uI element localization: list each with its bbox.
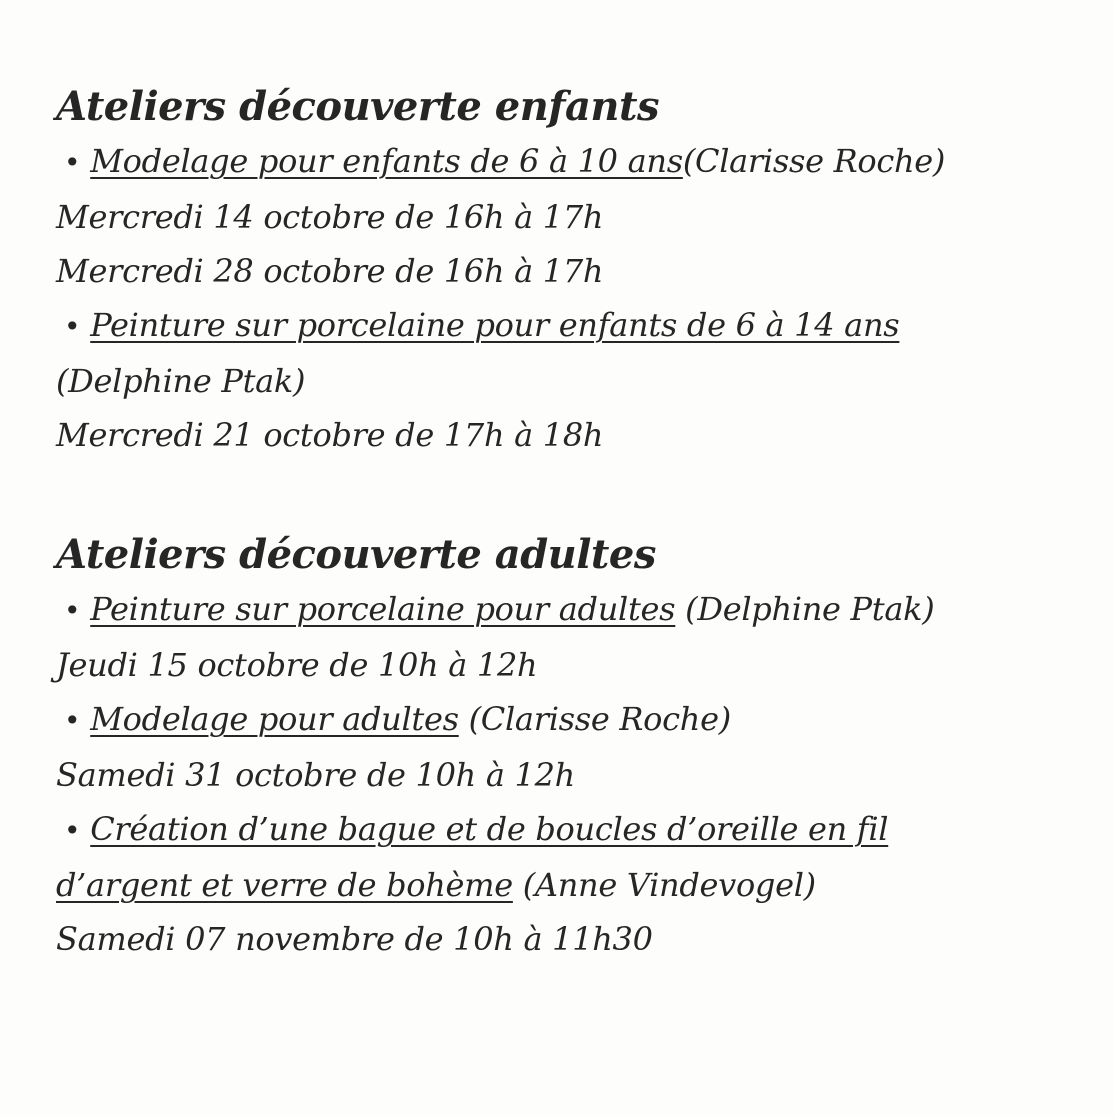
bullet: • <box>64 814 81 847</box>
bullet: • <box>64 146 81 179</box>
workshop-date: Samedi 07 novembre de 10h à 11h30 <box>56 920 653 958</box>
workshop-date: Mercredi 21 octobre de 17h à 18h <box>56 416 604 454</box>
section-adult-workshops <box>56 528 1096 966</box>
workshop-title: Modelage pour adultes <box>90 700 459 738</box>
workshop-title-line <box>56 298 1096 354</box>
bullet: • <box>64 310 81 343</box>
workshop-instructor: (Clarisse Roche) <box>682 142 946 180</box>
workshop-instructor: (Delphine Ptak) <box>685 590 935 628</box>
workshop-title: Peinture sur porcelaine pour enfants de 6 à 14 ans <box>90 306 900 344</box>
workshop-instructor: (Clarisse Roche) <box>468 700 731 738</box>
workshop-date: Mercredi 28 octobre de 16h à 17h <box>56 252 604 290</box>
section-children-workshops <box>56 80 1096 462</box>
workshop-date: Jeudi 15 octobre de 10h à 12h <box>56 646 538 684</box>
workshop-title-line <box>56 692 1096 748</box>
section-heading: Ateliers découverte enfants <box>56 83 660 130</box>
section-heading: Ateliers découverte adultes <box>56 531 656 578</box>
workshop-date: Samedi 31 octobre de 10h à 12h <box>56 756 575 794</box>
workshop-title: Modelage pour enfants de 6 à 10 ans <box>90 142 683 180</box>
workshop-title-line <box>56 802 1096 858</box>
workshop-instructor: (Delphine Ptak) <box>56 362 306 400</box>
workshop-title-line <box>56 582 1096 638</box>
workshop-instructor: (Anne Vindevogel) <box>522 866 816 904</box>
workshop-title: Création d’une bague et de boucles d’oreille en fil <box>90 810 889 848</box>
workshop-title-line <box>56 858 1096 912</box>
workshop-title: Peinture sur porcelaine pour adultes <box>90 590 676 628</box>
bullet: • <box>64 594 81 627</box>
bullet: • <box>64 704 81 737</box>
workshop-title: d’argent et verre de bohème <box>56 866 513 904</box>
workshop-date: Mercredi 14 octobre de 16h à 17h <box>56 198 604 236</box>
workshop-title-line <box>56 134 1096 190</box>
